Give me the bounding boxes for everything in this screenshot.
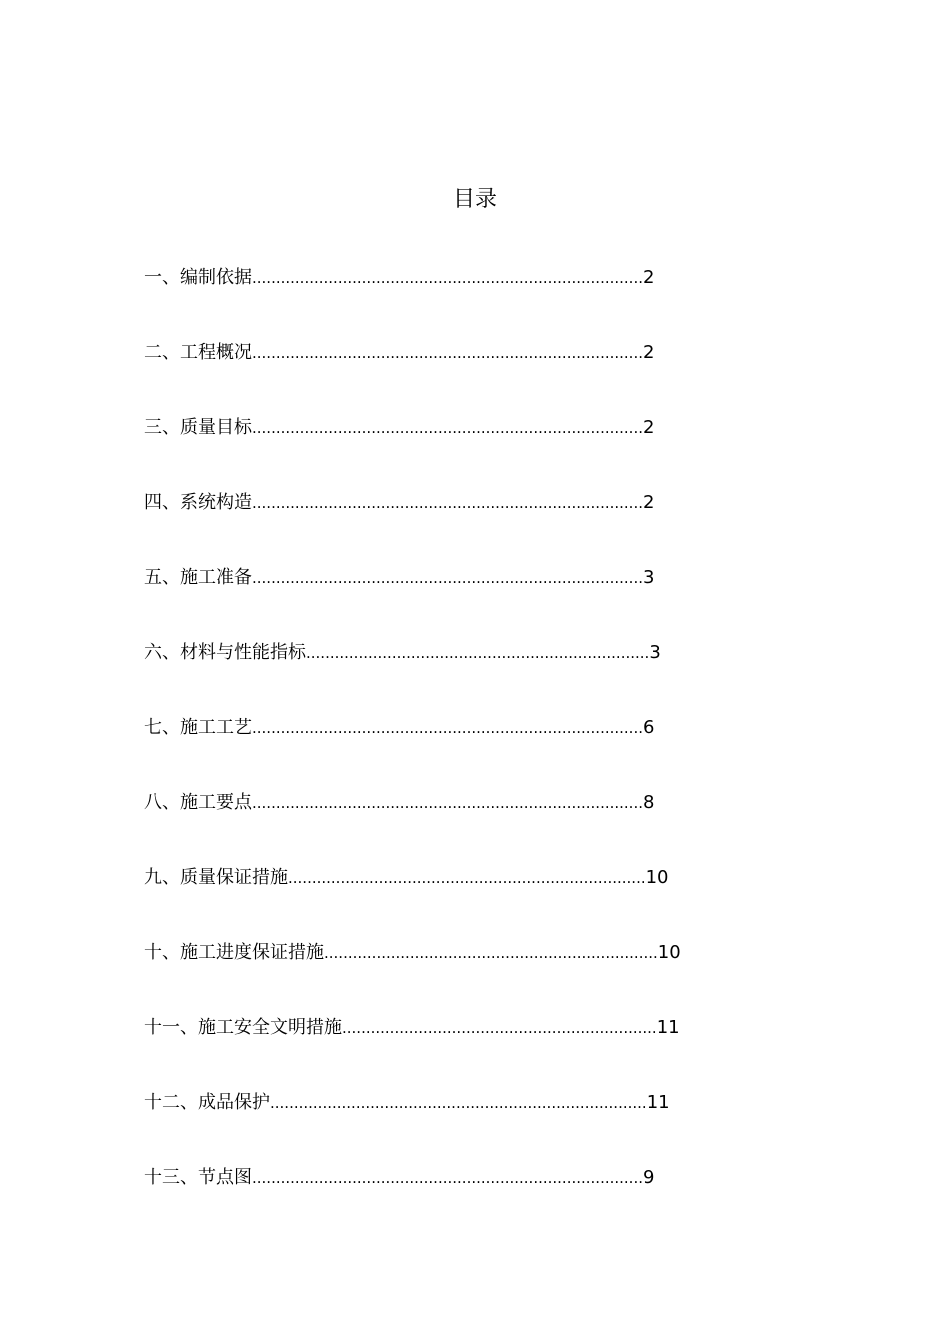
toc-entry-page: 11 [656, 1017, 680, 1038]
toc-entry-label: 十、施工进度保证措施 [144, 942, 324, 963]
toc-entry[interactable] [144, 488, 681, 563]
toc-entry[interactable] [144, 1088, 681, 1163]
toc-entry-label: 十二、成品保护 [144, 1092, 270, 1113]
toc-entry[interactable] [144, 1163, 681, 1238]
toc-entry-page: 8 [642, 792, 655, 813]
toc-entry-label: 一、编制依据 [144, 267, 252, 288]
toc-entry-page: 6 [642, 717, 655, 738]
toc-entry[interactable] [144, 338, 681, 413]
toc-dot-leader: ........................................................................... [288, 869, 646, 887]
toc-entry-label: 十一、施工安全文明措施 [144, 1017, 342, 1038]
toc-entry-label: 十三、节点图 [144, 1167, 252, 1188]
toc-entry-label: 四、系统构造 [144, 492, 252, 513]
toc-entry-page: 9 [642, 1167, 655, 1188]
toc-entry[interactable] [144, 263, 681, 338]
toc-entry[interactable] [144, 938, 681, 1013]
toc-entry[interactable] [144, 863, 681, 938]
toc-entry-page: 3 [649, 642, 661, 663]
toc-entry-label: 八、施工要点 [144, 792, 252, 813]
toc-entry-page: 2 [642, 267, 655, 288]
toc-entry[interactable] [144, 713, 681, 788]
toc-entry-label: 七、施工工艺 [144, 717, 252, 738]
toc-entry[interactable] [144, 563, 681, 638]
toc-dot-leader: .................................................................................. [252, 794, 643, 812]
toc-dot-leader: .................................................................................. [252, 494, 643, 512]
toc-entry-page: 11 [646, 1092, 670, 1113]
toc-entry[interactable] [144, 413, 681, 488]
toc-entry-label: 二、工程概况 [144, 342, 252, 363]
toc-dot-leader: .................................................................................. [252, 269, 643, 287]
toc-entry-page: 2 [642, 342, 655, 363]
toc-entry-label: 六、材料与性能指标 [144, 642, 306, 663]
toc-entry-page: 10 [657, 942, 681, 963]
toc-entry-page: 3 [642, 567, 655, 588]
toc-entry-label: 三、质量目标 [144, 417, 252, 438]
toc-title: 目录 [452, 187, 497, 212]
toc-entry[interactable] [144, 788, 681, 863]
toc-list [144, 263, 681, 1238]
toc-dot-leader: ...................................................................... [324, 944, 658, 962]
toc-entry[interactable] [144, 638, 681, 713]
toc-dot-leader: ........................................................................ [306, 644, 650, 662]
toc-dot-leader: .................................................................................. [252, 1169, 643, 1187]
toc-dot-leader: ............................................................................... [270, 1094, 647, 1112]
toc-dot-leader: .................................................................. [342, 1019, 657, 1037]
toc-entry-page: 2 [642, 492, 655, 513]
toc-dot-leader: .................................................................................. [252, 569, 643, 587]
toc-entry[interactable] [144, 1013, 681, 1088]
toc-entry-page: 10 [645, 867, 669, 888]
toc-entry-label: 五、施工准备 [144, 567, 252, 588]
toc-dot-leader: .................................................................................. [252, 344, 643, 362]
toc-entry-page: 2 [642, 417, 655, 438]
toc-entry-label: 九、质量保证措施 [144, 867, 288, 888]
toc-dot-leader: .................................................................................. [252, 719, 643, 737]
toc-dot-leader: .................................................................................. [252, 419, 643, 437]
